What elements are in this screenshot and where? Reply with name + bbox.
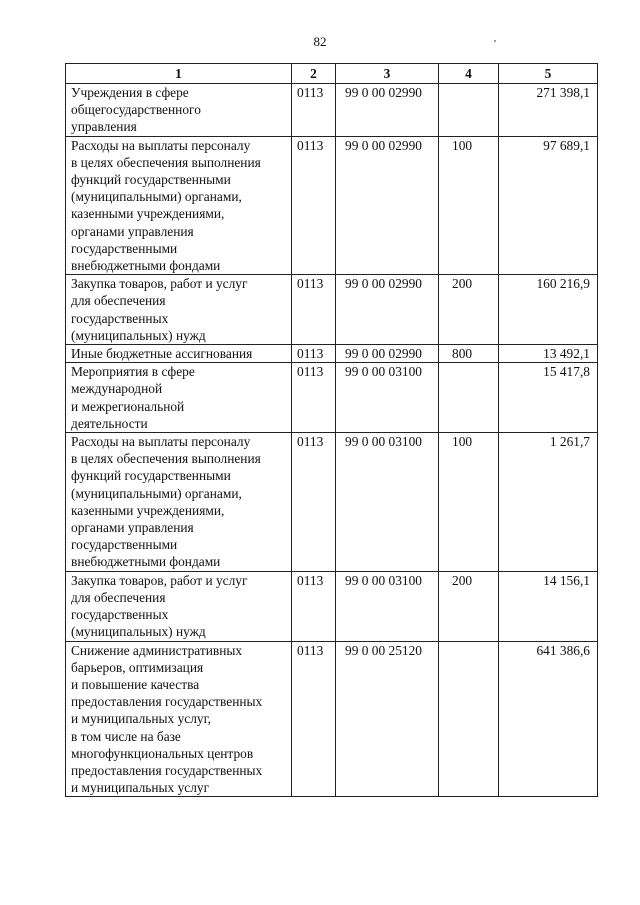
- row-type: [439, 84, 499, 137]
- row-amount: 13 492,1: [499, 345, 598, 363]
- row-type: 200: [439, 275, 499, 345]
- row-name: Иные бюджетные ассигнования: [66, 345, 292, 363]
- table-row: [66, 641, 598, 797]
- row-name: Снижение административных барьеров, оптимизация и повышение качества предоставления государственных и муниципальных услуг, в том числе на базе многофункциональных центров предоставления государственных и муниципальных услуг: [66, 641, 292, 797]
- page-number: 82: [313, 34, 327, 49]
- row-section: 0113: [292, 433, 336, 572]
- row-type: 800: [439, 345, 499, 363]
- table-row: [66, 433, 598, 572]
- row-type: 100: [439, 136, 499, 275]
- row-section: 0113: [292, 641, 336, 797]
- budget-table: [65, 63, 598, 797]
- table-row: [66, 84, 598, 137]
- row-type: [439, 363, 499, 433]
- header-col-3: 3: [336, 64, 439, 84]
- header-row: [66, 64, 598, 84]
- row-type: 200: [439, 571, 499, 641]
- scan-speck: [494, 40, 496, 42]
- row-amount: 15 417,8: [499, 363, 598, 433]
- row-section: 0113: [292, 136, 336, 275]
- row-amount: 14 156,1: [499, 571, 598, 641]
- row-target: 99 0 00 03100: [336, 571, 439, 641]
- row-section: 0113: [292, 275, 336, 345]
- row-name: Расходы на выплаты персоналу в целях обеспечения выполнения функций государственными (муниципальными) органами, казенными учреждениями, органами управления государственными внебюджетными фондами: [66, 136, 292, 275]
- row-name: Закупка товаров, работ и услуг для обеспечения государственных (муниципальных) нужд: [66, 571, 292, 641]
- row-name: Учреждения в сфере общегосударственного управления: [66, 84, 292, 137]
- table-row: [66, 345, 598, 363]
- row-name: Расходы на выплаты персоналу в целях обеспечения выполнения функций государственными (муниципальными) органами, казенными учреждениями, органами управления государственными внебюджетными фондами: [66, 433, 292, 572]
- table-row: [66, 136, 598, 275]
- row-amount: 641 386,6: [499, 641, 598, 797]
- row-target: 99 0 00 02990: [336, 136, 439, 275]
- row-amount: 160 216,9: [499, 275, 598, 345]
- row-section: 0113: [292, 571, 336, 641]
- header-col-1: 1: [66, 64, 292, 84]
- header-col-5: 5: [499, 64, 598, 84]
- row-target: 99 0 00 02990: [336, 275, 439, 345]
- row-amount: 271 398,1: [499, 84, 598, 137]
- row-section: 0113: [292, 345, 336, 363]
- row-amount: 97 689,1: [499, 136, 598, 275]
- row-type: [439, 641, 499, 797]
- table-row: [66, 363, 598, 433]
- row-name: Закупка товаров, работ и услуг для обеспечения государственных (муниципальных) нужд: [66, 275, 292, 345]
- row-target: 99 0 00 25120: [336, 641, 439, 797]
- row-amount: 1 261,7: [499, 433, 598, 572]
- table-row: [66, 275, 598, 345]
- row-target: 99 0 00 03100: [336, 433, 439, 572]
- table-row: [66, 571, 598, 641]
- row-target: 99 0 00 03100: [336, 363, 439, 433]
- row-name: Мероприятия в сфере международной и межрегиональной деятельности: [66, 363, 292, 433]
- row-target: 99 0 00 02990: [336, 345, 439, 363]
- row-target: 99 0 00 02990: [336, 84, 439, 137]
- row-type: 100: [439, 433, 499, 572]
- row-section: 0113: [292, 84, 336, 137]
- header-col-4: 4: [439, 64, 499, 84]
- row-section: 0113: [292, 363, 336, 433]
- header-col-2: 2: [292, 64, 336, 84]
